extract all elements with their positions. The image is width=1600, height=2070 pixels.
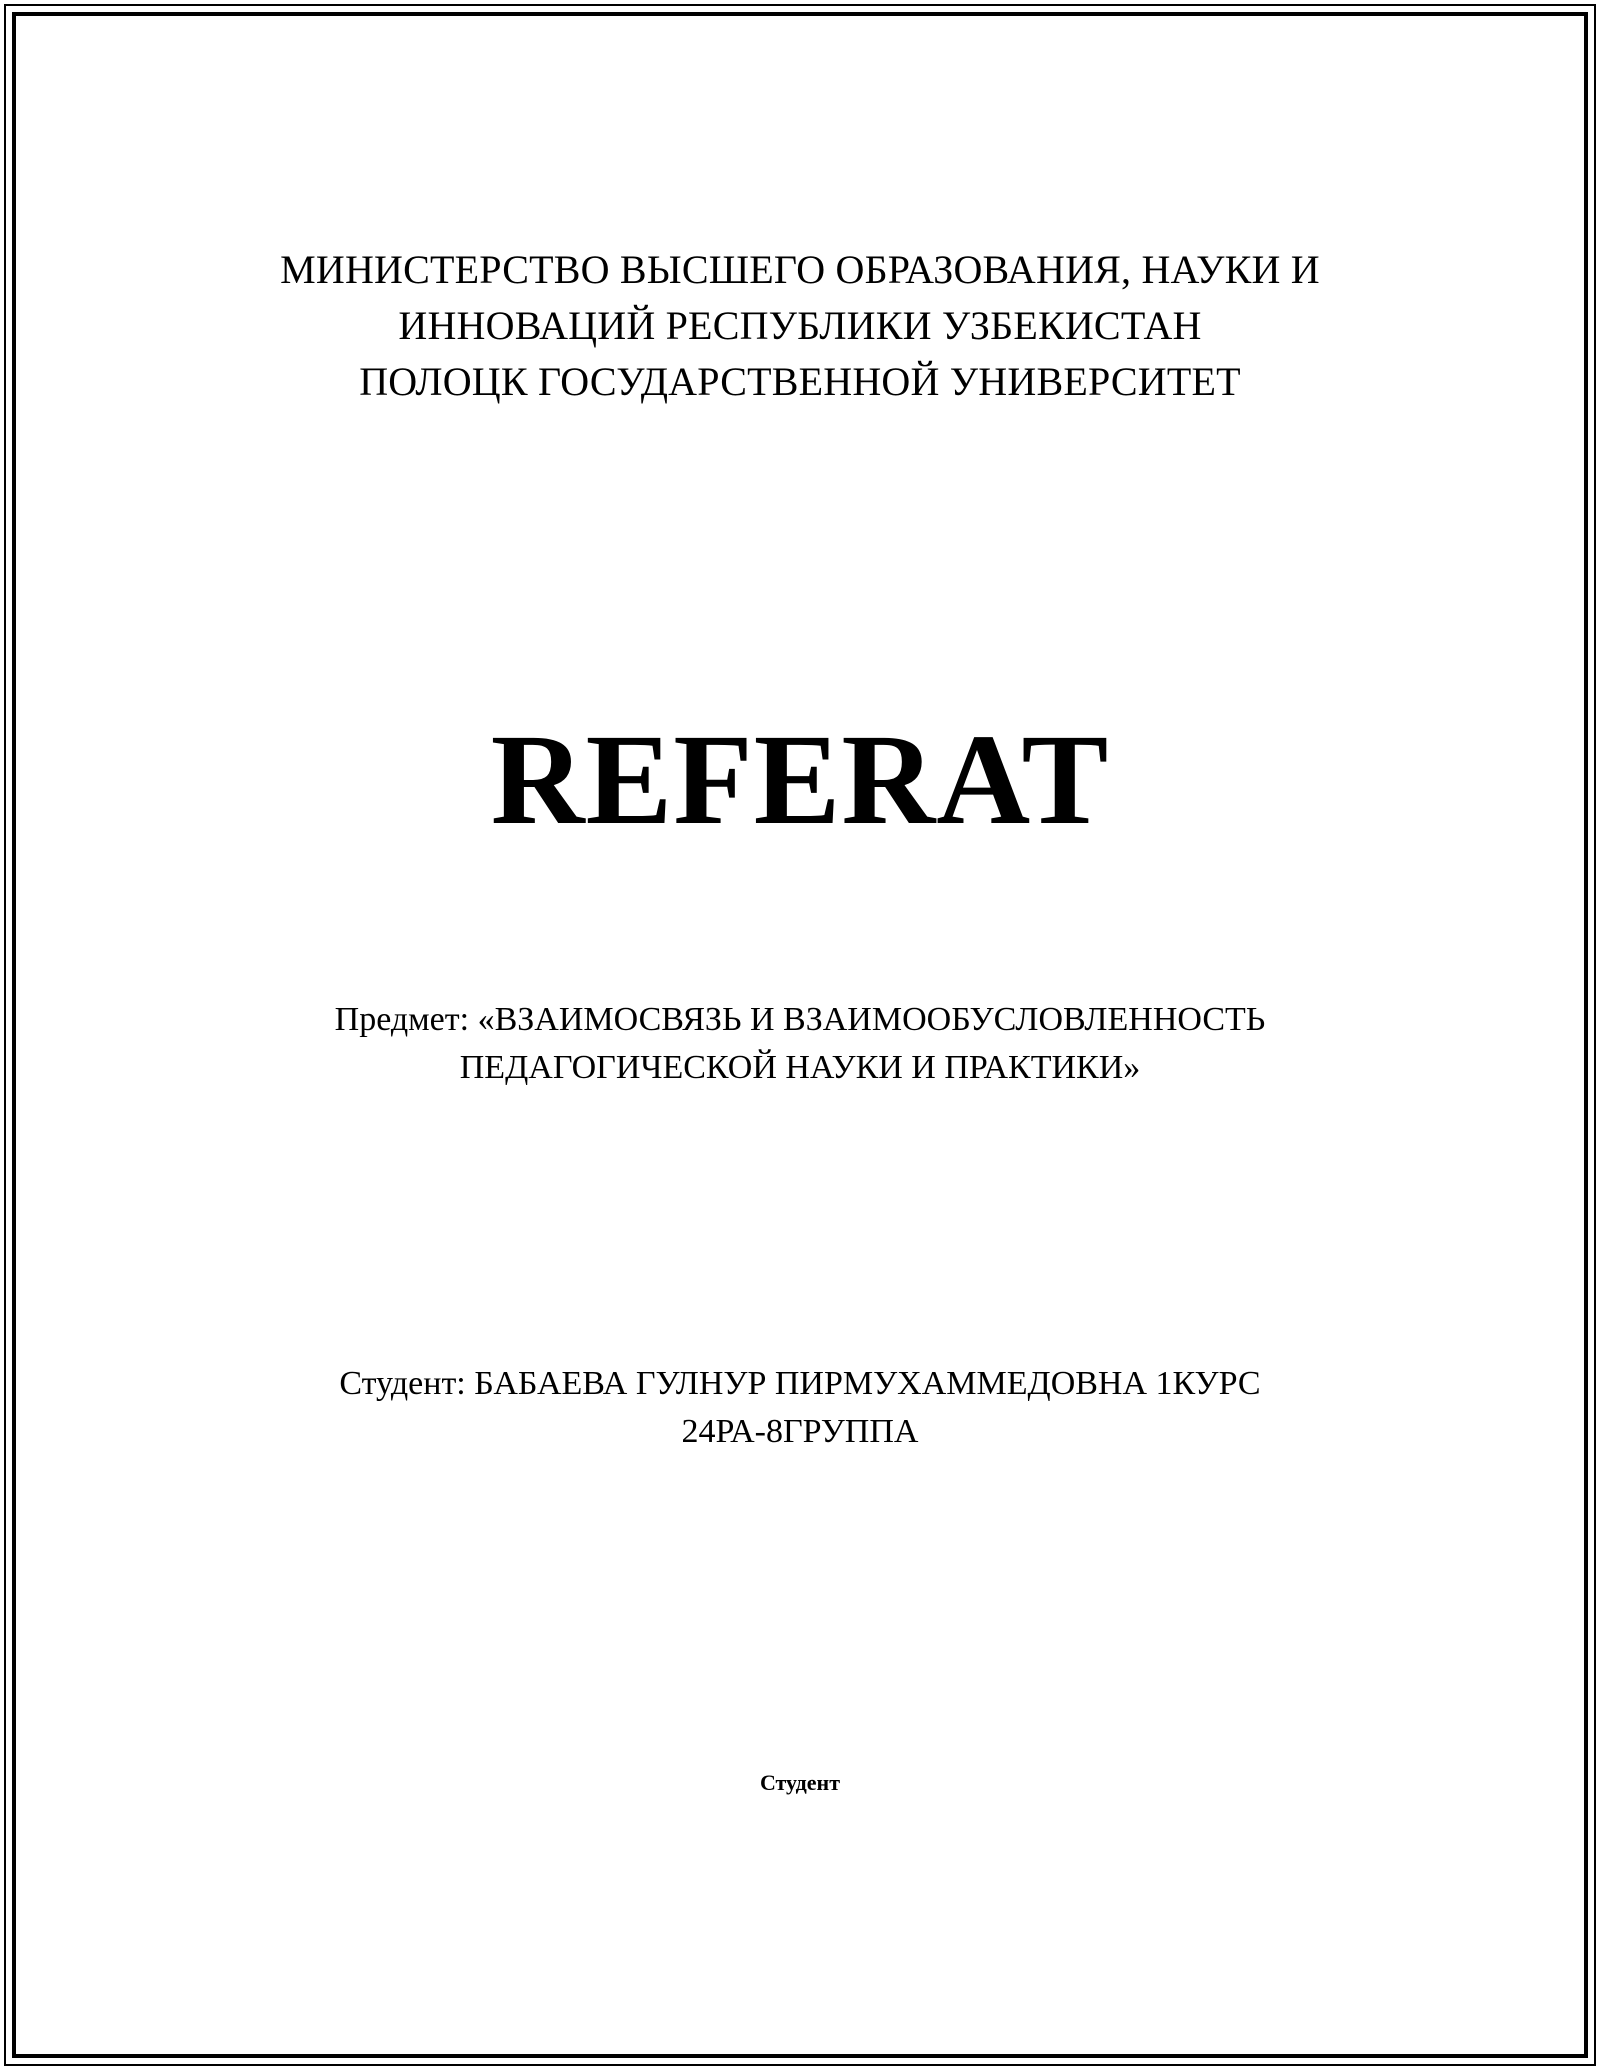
subject-line-1: Предмет: «ВЗАИМОСВЯЗЬ И ВЗАИМООБУСЛОВЛЕННОСТЬ <box>334 1001 1266 1038</box>
student-line-1: Студент: БАБАЕВА ГУЛНУР ПИРМУХАММЕДОВНА 1КУРС <box>339 1365 1261 1402</box>
document-title: REFERAT <box>490 708 1110 852</box>
footer-student-label: Студент <box>759 1770 841 1795</box>
subject-line-2: ПЕДАГОГИЧЕСКОЙ НАУКИ И ПРАКТИКИ» <box>459 1049 1141 1086</box>
student-block <box>0 1360 1600 1456</box>
header-line-1: МИНИСТЕРСТВО ВЫСШЕГО ОБРАЗОВАНИЯ, НАУКИ И <box>280 247 1320 292</box>
student-line-2: 24РА-8ГРУППА <box>681 1413 919 1450</box>
subject-block <box>0 996 1600 1092</box>
header-line-2: ИННОВАЦИЙ РЕСПУБЛИКИ УЗБЕКИСТАН <box>398 303 1202 348</box>
institution-header <box>0 242 1600 410</box>
header-line-3: ПОЛОЦК ГОСУДАРСТВЕННОЙ УНИВЕРСИТЕТ <box>359 359 1241 404</box>
